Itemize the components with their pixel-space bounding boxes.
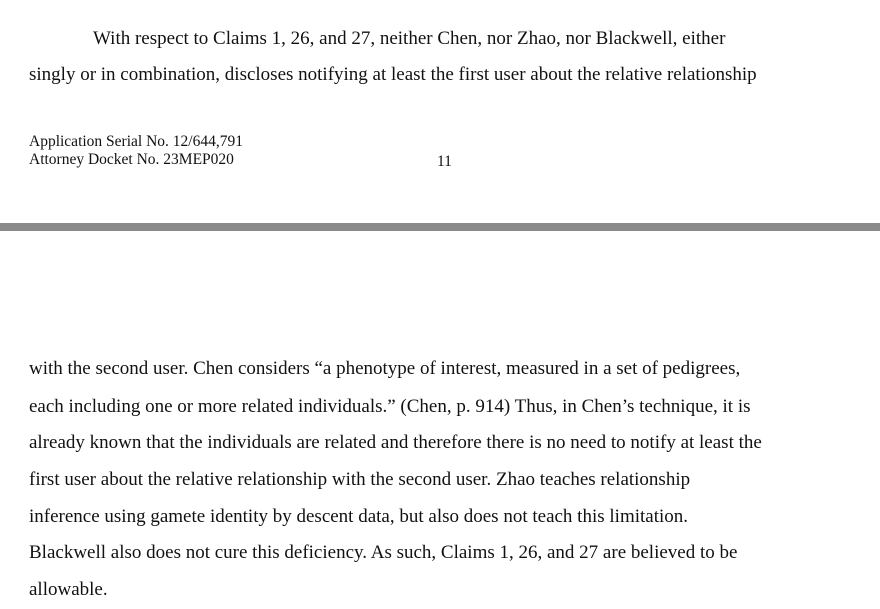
paragraph-line: already known that the individuals are related and therefore there is no need to notify at least the xyxy=(29,432,762,453)
paragraph-line: with the second user. Chen considers “a phenotype of interest, measured in a set of pedigrees, xyxy=(29,358,741,379)
application-serial-number: Application Serial No. 12/644,791 xyxy=(29,133,243,150)
paragraph-line: With respect to Claims 1, 26, and 27, neither Chen, nor Zhao, nor Blackwell, either xyxy=(93,28,726,49)
paragraph-line: Blackwell also does not cure this deficiency. As such, Claims 1, 26, and 27 are believed to be xyxy=(29,542,738,563)
paragraph-line: singly or in combination, discloses notifying at least the first user about the relative relationship xyxy=(29,64,757,85)
paragraph-line: inference using gamete identity by descent data, but also does not teach this limitation. xyxy=(29,506,689,527)
paragraph-line: allowable. xyxy=(29,579,108,600)
paragraph-line: each including one or more related individuals.” (Chen, p. 914) Thus, in Chen’s technique, it is xyxy=(29,396,751,417)
paragraph-line: first user about the relative relationship with the second user. Zhao teaches relationship xyxy=(29,469,691,490)
attorney-docket-number: Attorney Docket No. 23MEP020 xyxy=(29,151,234,168)
page-separator xyxy=(0,223,880,231)
page-number: 11 xyxy=(437,153,452,170)
